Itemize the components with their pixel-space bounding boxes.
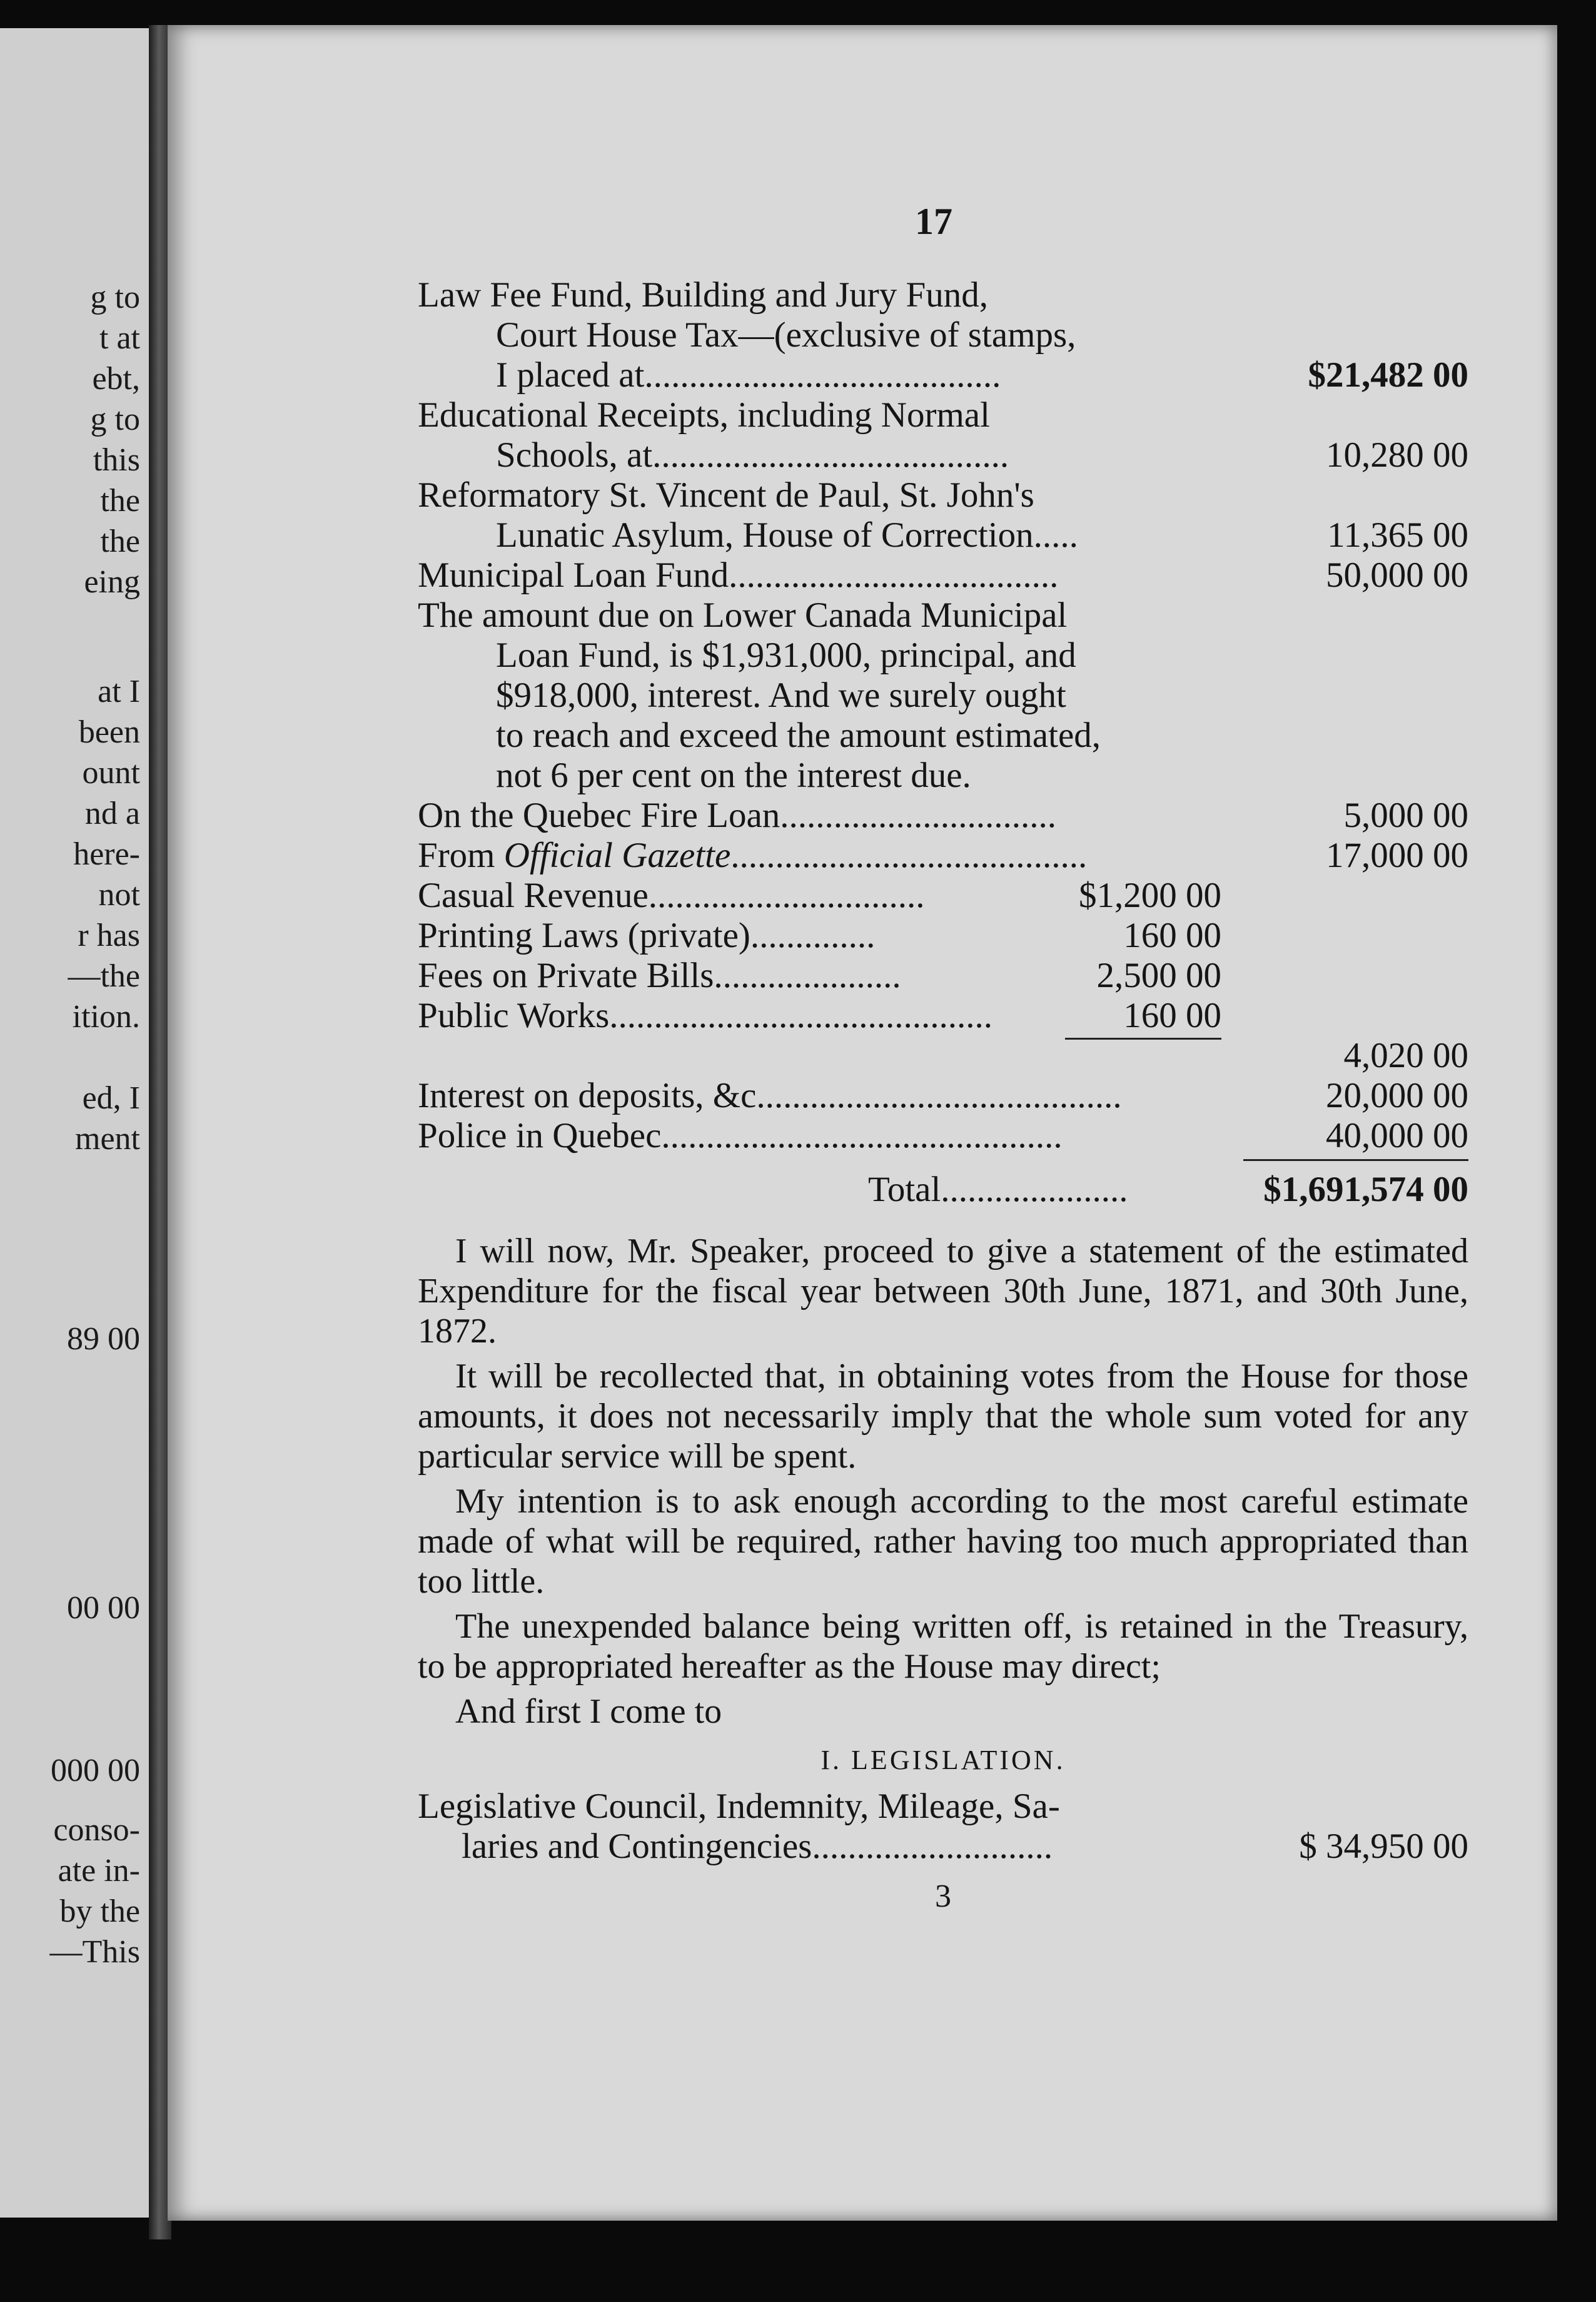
ledger-line: On the Quebec Fire Loan............................... 5,000 00: [418, 796, 1468, 835]
left-page-text-fragment: not: [98, 877, 140, 913]
left-page-text-fragment: here-: [73, 836, 140, 872]
left-page-text-fragment: the: [100, 524, 140, 559]
amount-official-gazette: 17,000 00: [1326, 836, 1468, 875]
amount-casual-revenue: $1,200 00: [1079, 876, 1221, 915]
sub-item-line: Public Works........................................... 160 00: [418, 996, 1468, 1036]
amount-reformatory: 11,365 00: [1327, 515, 1468, 555]
note-line: $918,000, interest. And we surely ought: [496, 676, 1066, 715]
book-page: [168, 25, 1557, 2221]
ledger-line: I placed at........................................ $21,482 00: [496, 355, 1468, 395]
left-page-text-fragment: ition.: [72, 999, 140, 1035]
paragraph-intention: My intention is to ask enough according to the most careful estimate made of what will be required, rather having too much appropriated than too little.: [418, 1482, 1468, 1601]
note-line: not 6 per cent on the interest due.: [496, 756, 971, 795]
amount-educational-receipts: 10,280 00: [1326, 435, 1468, 475]
subtotal-line: [418, 1036, 1468, 1076]
amount-police-quebec: 40,000 00: [1326, 1116, 1468, 1155]
left-page-text-fragment: 00 00: [67, 1590, 140, 1626]
ledger-line: Court House Tax—(exclusive of stamps,: [496, 315, 1076, 355]
left-page-text-fragment: nd a: [84, 796, 140, 831]
left-page-text-fragment: —This: [49, 1934, 140, 1970]
left-page-text-fragment: ebt,: [92, 361, 140, 397]
total-rule: [1243, 1159, 1468, 1161]
ledger-line: laries and Contingencies........................... $ 34,950 00: [462, 1827, 1468, 1866]
total-line: Total..................... $1,691,574 00: [868, 1170, 1468, 1209]
ledger-line: Legislative Council, Indemnity, Mileage, Sa-: [418, 1787, 1060, 1826]
amount-law-fee-fund: $21,482 00: [1308, 355, 1468, 395]
left-page-text-fragment: been: [78, 714, 140, 750]
paragraph-unexpended-balance: The unexpended balance being written off, is retained in the Treasury, to be appropriated hereafter as the House may direct;: [418, 1607, 1468, 1686]
left-page-text-fragment: r has: [78, 918, 140, 953]
previous-page-fragment: [0, 28, 149, 2218]
left-page-text-fragment: ate in-: [58, 1853, 140, 1889]
amount-private-bills: 2,500 00: [1096, 956, 1221, 995]
ledger-line: Law Fee Fund, Building and Jury Fund,: [418, 275, 988, 315]
paragraph-votes: It will be recollected that, in obtaining votes from the House for those amounts, it does not necessarily imply that the whole sum voted for any particular service will be spent.: [418, 1357, 1468, 1476]
ledger-line: Schools, at........................................ 10,280 00: [496, 435, 1468, 475]
amount-printing-laws: 160 00: [1123, 916, 1221, 955]
official-gazette-title: Official Gazette: [503, 836, 731, 875]
amount-public-works: 160 00: [1123, 996, 1221, 1035]
amount-interest-deposits: 20,000 00: [1326, 1076, 1468, 1115]
page-content: [418, 275, 1468, 1917]
left-page-text-fragment: ment: [75, 1121, 140, 1157]
left-page-text-fragment: g to: [90, 402, 140, 437]
left-page-text-fragment: 89 00: [67, 1321, 140, 1357]
ledger-line: Interest on deposits, &c......................................... 20,000 00: [418, 1076, 1468, 1115]
left-page-text-fragment: by the: [59, 1894, 140, 1929]
amount-total: $1,691,574 00: [1263, 1170, 1468, 1209]
ledger-line: Municipal Loan Fund..................................... 50,000 00: [418, 555, 1468, 595]
note-line: Loan Fund, is $1,931,000, principal, and: [496, 636, 1076, 675]
amount-subtotal: 4,020 00: [1343, 1036, 1468, 1075]
note-line: to reach and exceed the amount estimated,: [496, 716, 1101, 755]
paragraph-first-come: And first I come to: [455, 1692, 722, 1731]
amount-municipal-loan-fund: 50,000 00: [1326, 555, 1468, 595]
ledger-line: Lunatic Asylum, House of Correction..... 11,365 00: [496, 515, 1468, 555]
left-page-text-fragment: ed, I: [82, 1080, 140, 1116]
paragraph-expenditure-intro: I will now, Mr. Speaker, proceed to give a statement of the estimated Expenditure for the fiscal year between 30th June, 1871, and 30th June, 1872.: [418, 1232, 1468, 1351]
ledger-line: Police in Quebec............................................. 40,000 00: [418, 1116, 1468, 1156]
signature-mark: 3: [935, 1879, 951, 1914]
sub-item-line: Fees on Private Bills..................... 2,500 00: [418, 956, 1221, 995]
left-page-text-fragment: ount: [82, 755, 140, 791]
amount-legislative-council: $ 34,950 00: [1299, 1827, 1468, 1866]
sub-item-line: Printing Laws (private).............. 160 00: [418, 916, 1221, 955]
left-page-text-fragment: t at: [99, 320, 140, 356]
left-page-text-fragment: —the: [68, 958, 140, 994]
left-page-text-fragment: the: [100, 483, 140, 519]
left-page-text-fragment: g to: [90, 280, 140, 315]
ledger-line: Reformatory St. Vincent de Paul, St. John's: [418, 475, 1034, 515]
ledger-line: From Official Gazette........................................ 17,000 00: [418, 836, 1468, 875]
sub-item-line: Casual Revenue............................... $1,200 00: [418, 876, 1221, 915]
left-page-text-fragment: conso-: [53, 1812, 140, 1848]
left-page-text-fragment: at I: [98, 674, 140, 709]
ledger-line: Educational Receipts, including Normal: [418, 395, 990, 435]
left-page-text-fragment: 000 00: [51, 1753, 140, 1788]
page-number: 17: [915, 201, 952, 242]
left-page-text-fragment: eing: [84, 564, 140, 600]
note-line: The amount due on Lower Canada Municipal: [418, 596, 1068, 635]
left-page-text-fragment: this: [93, 442, 140, 478]
amount-quebec-fire-loan: 5,000 00: [1343, 796, 1468, 835]
section-heading-legislation: I. LEGISLATION.: [821, 1745, 1066, 1775]
